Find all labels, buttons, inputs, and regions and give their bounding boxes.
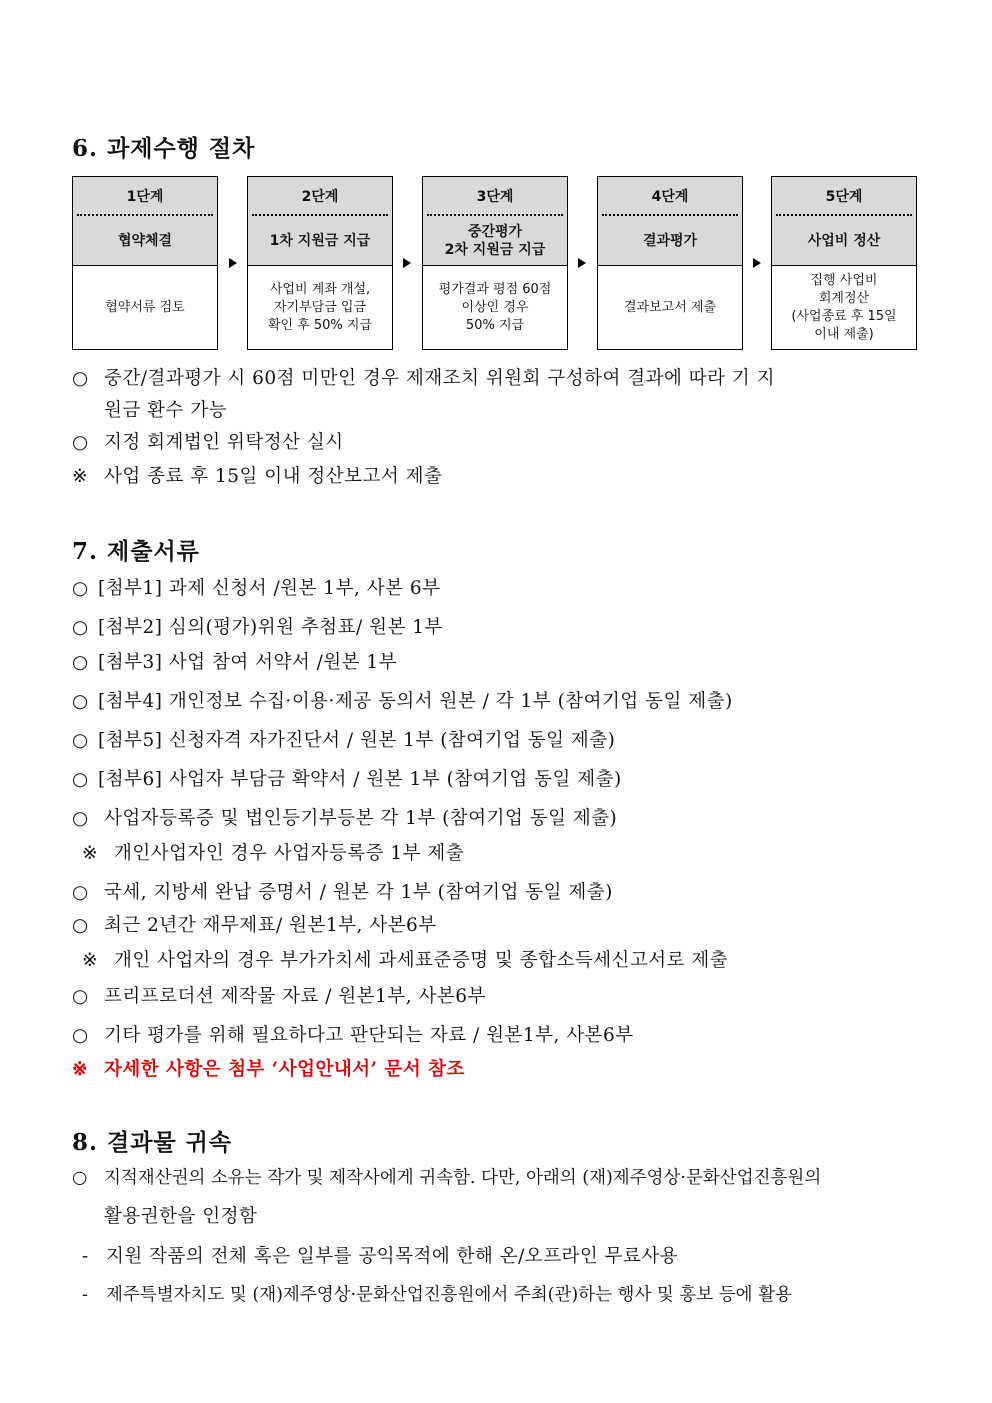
list-item: ○ [첨부5] 신청자격 자가진단서 / 원본 1부 (참여기업 동일 제출) xyxy=(72,730,616,751)
list-item: ○ [첨부2] 심의(평가)위원 추첨표/ 원본 1부 xyxy=(72,617,443,638)
section-7-title: 7. 제출서류 xyxy=(72,538,200,565)
section-8-title: 8. 결과물 귀속 xyxy=(72,1129,233,1156)
list-item: - 제주특별자치도 및 (재)제주영상·문화산업진흥원에서 주최(관)하는 행사 및 홍보 등에 활용 xyxy=(82,1285,792,1305)
step-number: 5단계 xyxy=(825,189,863,205)
list-item: 원금 환수 가능 xyxy=(104,400,227,421)
list-item: ○ [첨부3] 사업 참여 서약서 /원본 1부 xyxy=(72,652,398,673)
step-number: 2단계 xyxy=(301,189,339,205)
step-name: 협약체결 xyxy=(117,233,173,249)
process-step-3 xyxy=(422,176,568,350)
list-item: 활용권한을 인정함 xyxy=(104,1206,258,1227)
list-item: ○ [첨부1] 과제 신청서 /원본 1부, 사본 6부 xyxy=(72,578,441,599)
step-number: 1단계 xyxy=(126,189,164,205)
list-item: ○ [첨부4] 개인정보 수집·이용·제공 동의서 원본 / 각 1부 (참여기업 동일 제출) xyxy=(72,691,733,712)
step-description: 평가결과 평점 60점 이상인 경우 50% 지급 xyxy=(438,282,552,333)
list-item: ※ 사업 종료 후 15일 이내 정산보고서 제출 xyxy=(72,466,443,487)
list-item: ○ 프리프로더션 제작물 자료 / 원본1부, 사본6부 xyxy=(72,986,486,1007)
step-name: 결과평가 xyxy=(642,233,698,249)
step-number: 4단계 xyxy=(651,189,689,205)
list-item: ○ [첨부6] 사업자 부담금 확약서 / 원본 1부 (참여기업 동일 제출) xyxy=(72,769,622,790)
list-item: ※ 개인사업자인 경우 사업자등록증 1부 제출 xyxy=(82,843,465,864)
list-item: - 지원 작품의 전체 혹은 일부를 공익목적에 한해 온/오프라인 무료사용 xyxy=(82,1246,679,1267)
arrow-right-icon xyxy=(403,258,411,268)
process-step-2 xyxy=(247,176,393,350)
list-item: ○ 최근 2년간 재무제표/ 원본1부, 사본6부 xyxy=(72,915,437,936)
step-number: 3단계 xyxy=(476,189,514,205)
arrow-right-icon xyxy=(229,258,237,268)
list-item: ○ 지적재산권의 소유는 작가 및 제작사에게 귀속함. 다만, 아래의 (재)제주영상·문화산업진흥원의 xyxy=(72,1168,822,1188)
list-item: ○ 중간/결과평가 시 60점 미만인 경우 제재조치 위원회 구성하여 결과에 따라 기 지 xyxy=(72,368,775,389)
section-6-title: 6. 과제수행 절차 xyxy=(72,135,256,162)
list-item: ※ 개인 사업자의 경우 부가가치세 과세표준증명 및 종합소득세신고서로 제출 xyxy=(82,950,729,971)
step-name: 1차 지원금 지급 xyxy=(269,233,371,249)
step-description: 결과보고서 제출 xyxy=(623,300,717,315)
step-name: 사업비 정산 xyxy=(807,233,881,249)
arrow-right-icon xyxy=(578,258,586,268)
list-item: ○ 국세, 지방세 완납 증명서 / 원본 각 1부 (참여기업 동일 제출) xyxy=(72,882,613,903)
arrow-right-icon xyxy=(753,258,761,268)
step-description: 사업비 계좌 개설, 자기부담금 입금 확인 후 50% 지급 xyxy=(267,282,373,333)
list-item: ○ 기타 평가를 위해 필요하다고 판단되는 자료 / 원본1부, 사본6부 xyxy=(72,1025,634,1046)
process-step-4 xyxy=(597,176,743,350)
process-step-1 xyxy=(72,176,218,350)
process-step-5 xyxy=(771,176,917,350)
list-item: ○ 지정 회계법인 위탁정산 실시 xyxy=(72,432,344,453)
notice-reference: ※ 자세한 사항은 첨부 ‘사업안내서’ 문서 참조 xyxy=(72,1059,465,1080)
step-name: 중간평가 2차 지원금 지급 xyxy=(444,224,546,258)
step-description: 집행 사업비 회계정산 (사업종료 후 15일 이내 제출) xyxy=(791,273,897,342)
step-description: 협약서류 검토 xyxy=(105,300,185,315)
list-item: ○ 사업자등록증 및 법인등기부등본 각 1부 (참여기업 동일 제출) xyxy=(72,808,618,829)
